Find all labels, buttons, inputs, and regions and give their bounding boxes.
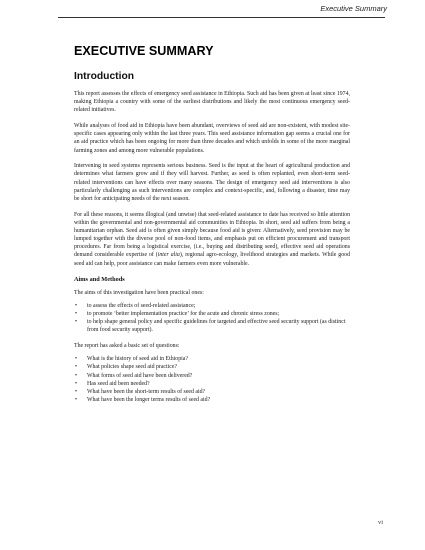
questions-intro: The report has asked a basic set of questions: [74, 343, 180, 350]
list-item: • to help shape general policy and specific guidelines for targeted and effective seed security support (as distinct from food security support). [75, 319, 346, 334]
aims-intro: The aims of this investigation have been practical ones: [74, 289, 204, 296]
introduction-paragraph-2: While analyses of food aid in Ethiopia have been abundant, overviews of seed aid are non-existent, with modest site-specific cases appearing only within the last three years. This seed assistance information gap seems a crucial one for an aid practice which has been ongoing for more than three decades and which unfolds in some of the more marginal farming zones and among more vulnerable populations. [74, 123, 350, 154]
introduction-paragraph-4: For all these reasons, it seems illogical (and unwise) that seed-related assistance to date has received so little attention within the governmental and non-governmental aid communities in Ethiopia. In short, seed aid suffers from being a humanitarian orphan. Seed aid is often given simply because food aid is given: Alternatively, seed provision may be lumped together with the diverse pool of non-food items, and emphasis put on efficient procurement and transport procedures. Far from being a logistical exercise, (i.e., buying and distributing seed), effective seed aid operations demand considerable expertise of (inter alia), regional agro-ecology, livelihood strategies and markets. While good seed aid can help, poor assistance can make farmers even more vulnerable. [74, 211, 350, 267]
introduction-paragraph-1: This report assesses the effects of emergency seed assistance in Ethiopia. Such aid has been given at least since 1974, making Ethiopia a country with some of the earliest distributions and likely the most continuous emergency seed-related initiatives. [74, 91, 350, 114]
introduction-heading: Introduction [74, 71, 135, 82]
list-item: • What forms of seed aid have been delivered? [75, 372, 193, 379]
page-title: EXECUTIVE SUMMARY [74, 44, 214, 58]
page-content [74, 44, 350, 412]
bullet-icon: • [75, 388, 78, 395]
bullet-icon: • [75, 319, 78, 326]
aims-list [74, 302, 350, 335]
list-item: • Has seed aid been needed? [75, 380, 150, 387]
bullet-icon: • [75, 364, 78, 371]
aims-heading: Aims and Methods [74, 275, 125, 283]
list-item: • What have been the longer terms results of seed aid? [75, 397, 211, 404]
bullet-icon: • [75, 380, 78, 387]
page-number: vi [378, 519, 383, 526]
questions-list [74, 355, 350, 404]
bullet-icon: • [75, 397, 78, 404]
list-item: • What policies shape seed aid practice? [75, 364, 178, 371]
running-header: Executive Summary [320, 4, 387, 13]
list-item: • What is the history of seed aid in Ethiopia? [75, 356, 188, 363]
bullet-icon: • [75, 302, 78, 309]
bullet-icon: • [75, 372, 78, 379]
introduction-paragraph-3: Intervening in seed systems represents serious business. Seed is the input at the heart of agricultural production and determines what farmers grow and if they will harvest. Further, as seed is often replanted, even short-term seed-related interventions can have effects over many seasons. The design of emergency seed aid interventions is also particularly challenging as such interventions are complex and context-specific, and, following a disaster, time may be short for anticipating needs of the next season. [74, 163, 350, 202]
list-item: • What have been the short-term results of seed aid? [75, 388, 206, 395]
bullet-icon: • [75, 311, 78, 318]
header-rule [58, 17, 385, 18]
list-item: • to assess the effects of seed-related assistance; [75, 302, 196, 309]
bullet-icon: • [75, 356, 78, 363]
list-item: • to promote ‘better implementation practice’ for the acute and chronic stress zones; [75, 311, 280, 318]
